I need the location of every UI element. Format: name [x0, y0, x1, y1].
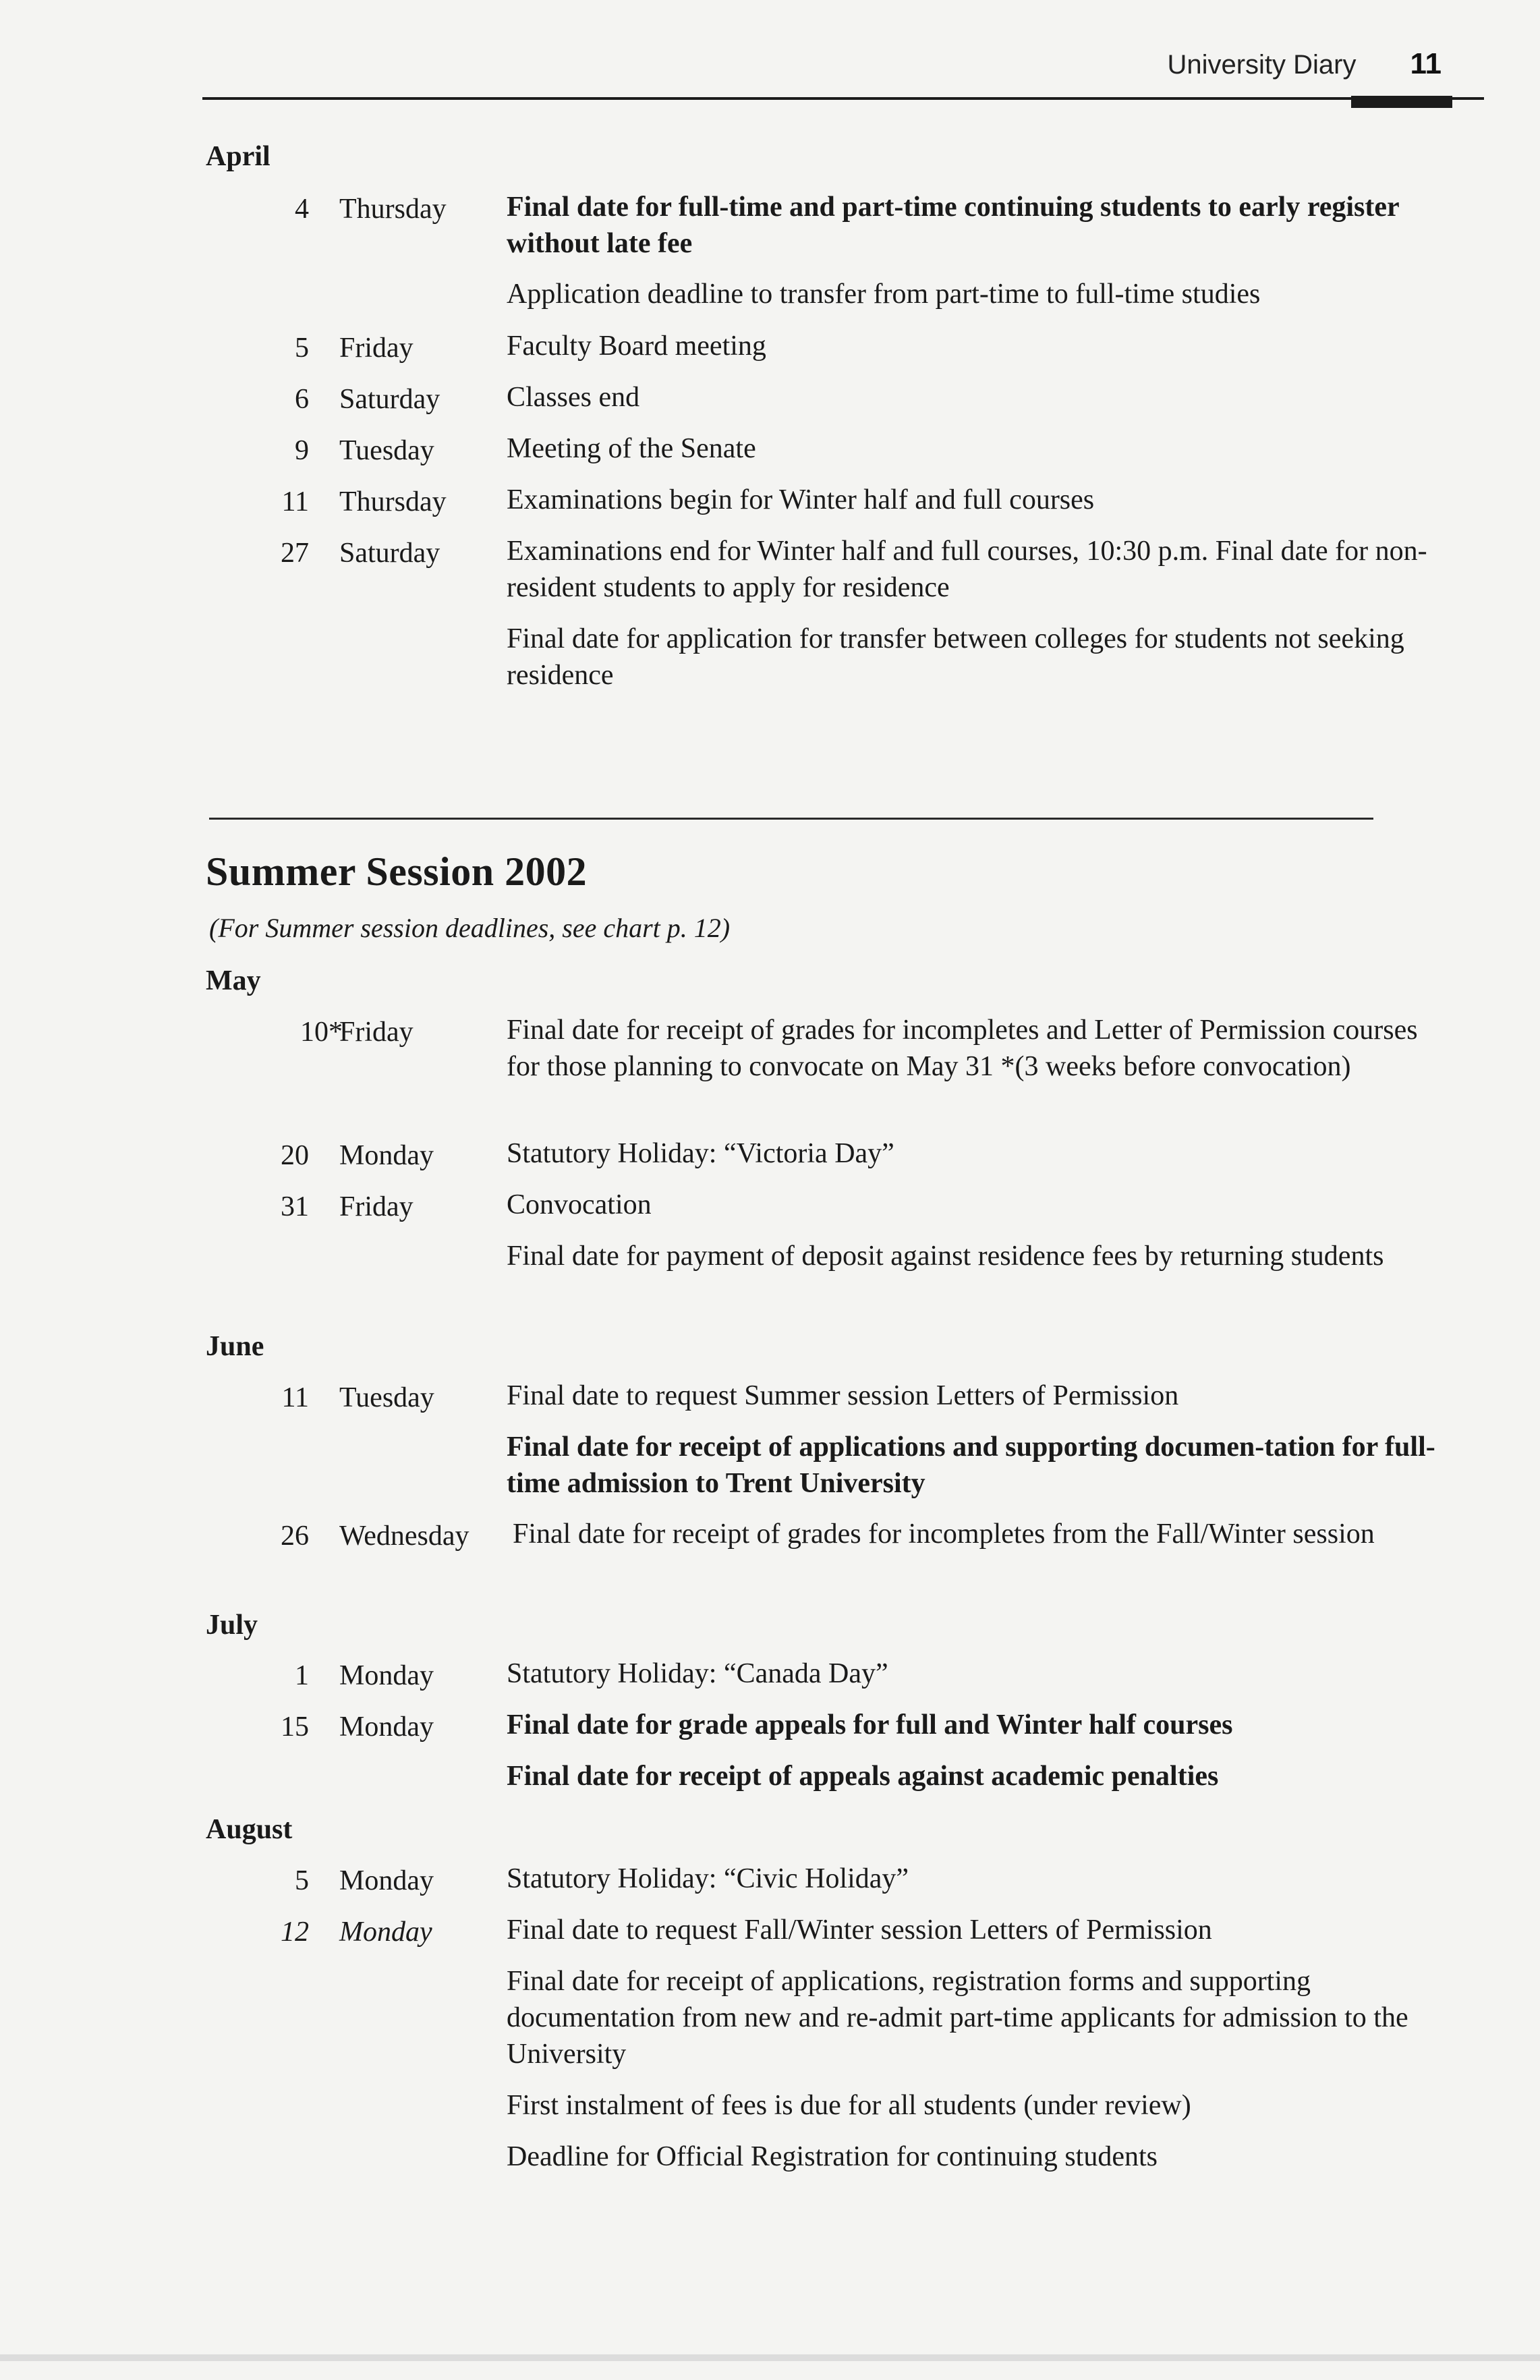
month-heading-july: July	[206, 1610, 258, 1641]
page-edge	[0, 2354, 1540, 2361]
section-title: Summer Session 2002	[206, 849, 588, 894]
entry-description: Final date for receipt of appeals against academic penalties	[507, 1761, 1219, 1792]
entry-weekday: Saturday	[339, 384, 440, 415]
section-note: (For Summer session deadlines, see chart p. 12)	[209, 913, 731, 943]
entry-date: 26	[281, 1521, 309, 1552]
entry-description: First instalment of fees is due for all students (under review)	[507, 2090, 1191, 2121]
entry-weekday: Monday	[339, 1917, 432, 1948]
entry-description: Deadline for Official Registration for continuing students	[507, 2141, 1158, 2172]
entry-date: 6	[295, 384, 309, 415]
entry-date: 11	[281, 1382, 309, 1413]
entry-description: Final date for full-time and part-time continuing students to early register without late fee	[507, 192, 1399, 259]
entry-description: Meeting of the Senate	[507, 433, 756, 464]
entry-weekday: Friday	[339, 1191, 413, 1222]
entry-date: 15	[281, 1711, 309, 1743]
entry-date: 9	[295, 435, 309, 466]
header-title: University Diary	[1167, 50, 1357, 80]
entry-date: 5	[295, 1865, 309, 1896]
entry-date: 20	[281, 1140, 309, 1171]
entry-description: Examinations end for Winter half and full courses, 10:30 p.m. Final date for non-resident students to apply for residence	[507, 536, 1427, 603]
entry-description: Examinations begin for Winter half and full courses	[507, 484, 1095, 515]
entry-description: Classes end	[507, 382, 640, 413]
entry-description: Final date for receipt of applications and supporting documen-tation for full-time admission to Trent University	[507, 1432, 1435, 1499]
entry-weekday: Monday	[339, 1711, 434, 1743]
month-heading-june: June	[206, 1331, 264, 1362]
entry-description: Application deadline to transfer from part-time to full-time studies	[507, 279, 1261, 310]
entry-date: 1	[295, 1660, 309, 1691]
entry-description: Final date for payment of deposit against residence fees by returning students	[507, 1241, 1384, 1272]
entry-date: 12	[281, 1917, 309, 1948]
entry-date: 31	[281, 1191, 309, 1222]
running-header	[1167, 47, 1442, 81]
entry-weekday: Thursday	[339, 194, 447, 225]
entry-weekday: Thursday	[339, 486, 447, 517]
entry-weekday: Monday	[339, 1865, 434, 1896]
entry-weekday: Friday	[339, 333, 413, 364]
entry-description: Statutory Holiday: “Civic Holiday”	[507, 1863, 909, 1894]
entry-date: 5	[295, 333, 309, 364]
entry-weekday: Monday	[339, 1140, 434, 1171]
month-heading-may: May	[206, 965, 261, 996]
entry-date: 10*	[300, 1017, 343, 1048]
entry-description: Final date for receipt of grades for incompletes from the Fall/Winter session	[513, 1519, 1375, 1550]
page-number: 11	[1410, 47, 1442, 80]
entry-weekday: Monday	[339, 1660, 434, 1691]
entry-description: Convocation	[507, 1189, 652, 1220]
entry-weekday: Tuesday	[339, 1382, 434, 1413]
entry-description: Statutory Holiday: “Victoria Day”	[507, 1138, 894, 1169]
entry-date: 11	[281, 486, 309, 517]
entry-date: 27	[281, 538, 309, 569]
header-rule-accent	[1351, 96, 1452, 108]
entry-weekday: Saturday	[339, 538, 440, 569]
header-rule	[202, 97, 1484, 100]
month-heading-august: August	[206, 1814, 293, 1845]
entry-description: Final date for receipt of applications, registration forms and supporting documentation from new and re-admit part-time applicants for admission to the University	[507, 1966, 1408, 2070]
entry-description: Final date for application for transfer between colleges for students not seeking residence	[507, 623, 1404, 691]
month-heading-april: April	[206, 141, 270, 172]
entry-description: Final date for grade appeals for full and Winter half courses	[507, 1709, 1233, 1740]
entry-date: 4	[295, 194, 309, 225]
entry-description: Final date to request Fall/Winter session Letters of Permission	[507, 1915, 1212, 1946]
section-divider	[209, 818, 1373, 820]
entry-description: Statutory Holiday: “Canada Day”	[507, 1658, 888, 1689]
entry-weekday: Friday	[339, 1017, 413, 1048]
entry-weekday: Tuesday	[339, 435, 434, 466]
entry-description: Faculty Board meeting	[507, 331, 766, 362]
entry-description: Final date to request Summer session Letters of Permission	[507, 1380, 1179, 1411]
entry-weekday: Wednesday	[339, 1521, 469, 1552]
entry-description: Final date for receipt of grades for incompletes and Letter of Permission courses for those planning to convocate on May 31 *(3 weeks before convocation)	[507, 1015, 1418, 1082]
